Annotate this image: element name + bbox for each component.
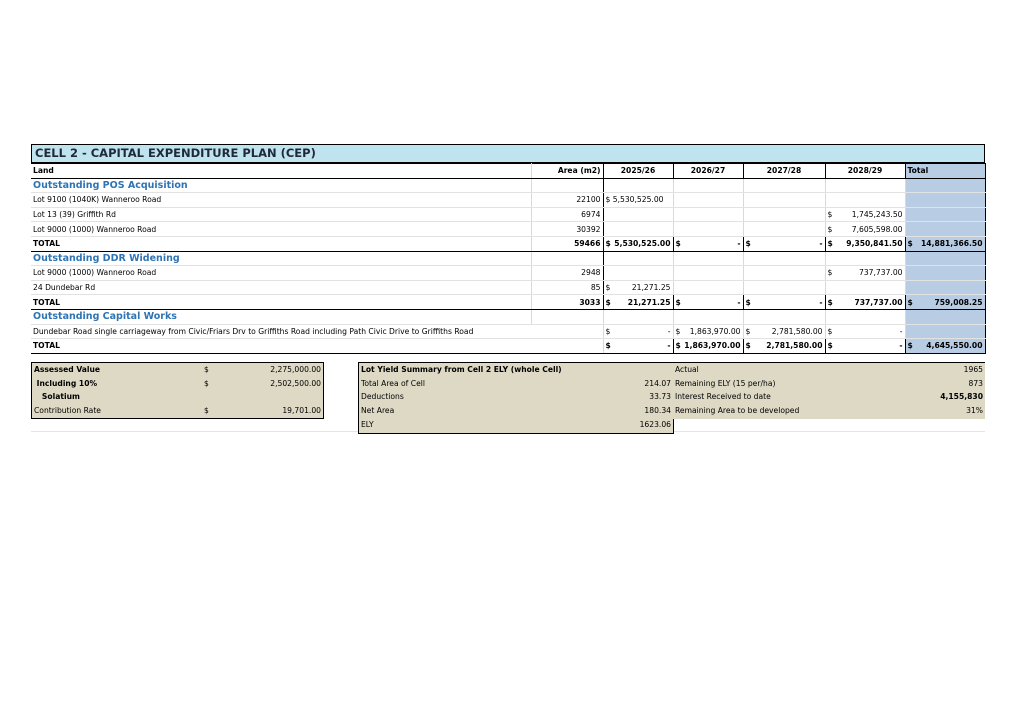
lot-yield-box	[358, 362, 674, 434]
header-2025: 2025/26	[603, 164, 673, 179]
row-2028	[825, 193, 905, 208]
total-row: TOTAL $ - $ 1,863,970.00 $ 2,781,580.00 $ - $ 4,645,550.00	[31, 339, 985, 354]
row-2025: $ 5,530,525.00	[603, 193, 673, 208]
list-item: Net Area 180.34	[361, 406, 671, 416]
cep-sheet	[31, 144, 985, 354]
list-item: Deductions 33.73	[361, 392, 671, 402]
row-area: 85	[531, 280, 603, 295]
list-item: ELY 1623.06	[361, 419, 671, 429]
row-2028: $ 737,737.00	[825, 266, 905, 281]
header-area: Area (m2)	[531, 164, 603, 179]
row-2026: $ 1,863,970.00	[673, 324, 743, 339]
row-2025: $ 21,271.25	[603, 280, 673, 295]
row-label: Lot 9000 (1000) Wanneroo Road	[31, 266, 531, 281]
list-item: Actual 1965	[675, 365, 983, 375]
table-row	[31, 280, 985, 295]
header-total: Total	[905, 164, 985, 179]
total-area: 59466	[531, 236, 603, 251]
row-2027: $ 2,781,580.00	[743, 324, 825, 339]
total-row: TOTAL 3033 $ 21,271.25 $ - $ - $ 737,737.00 $ 759,008.25	[31, 295, 985, 310]
row-area: 30392	[531, 222, 603, 237]
section-title: Outstanding Capital Works	[31, 309, 531, 324]
table-row	[31, 324, 985, 339]
total-label: TOTAL	[31, 339, 603, 354]
cep-table	[31, 163, 986, 354]
row-area: 22100	[531, 193, 603, 208]
sheet-title: CELL 2 - CAPITAL EXPENDITURE PLAN (CEP)	[31, 144, 985, 163]
row-2028: $ 1,745,243.50	[825, 207, 905, 222]
row-label: Lot 9000 (1000) Wanneroo Road	[31, 222, 531, 237]
table-row	[31, 207, 985, 222]
row-2028: $ 7,605,598.00	[825, 222, 905, 237]
list-item: Remaining Area to be developed 31%	[675, 406, 983, 416]
list-item: Total Area of Cell 214.07	[361, 378, 671, 388]
section-row	[31, 178, 985, 193]
row-label: 24 Dundebar Rd	[31, 280, 531, 295]
row-label: Lot 13 (39) Griffith Rd	[31, 207, 531, 222]
header-2026: 2026/27	[673, 164, 743, 179]
row-area: 2948	[531, 266, 603, 281]
assessed-value-box	[31, 362, 324, 419]
section-row	[31, 309, 985, 324]
total-area: 3033	[531, 295, 603, 310]
section-title: Outstanding POS Acquisition	[31, 178, 531, 193]
header-row	[31, 164, 985, 179]
list-item: Including 10% $ 2,502,500.00	[34, 378, 321, 388]
list-item: Lot Yield Summary from Cell 2 ELY (whole Cell)	[361, 365, 562, 375]
total-label: TOTAL	[31, 236, 531, 251]
table-row	[31, 266, 985, 281]
list-item: Contribution Rate $ 19,701.00	[34, 406, 321, 416]
section-row	[31, 251, 985, 266]
summary-area	[31, 362, 985, 434]
header-2028: 2028/29	[825, 164, 905, 179]
list-item: Remaining ELY (15 per/ha) 873	[675, 378, 983, 388]
header-2027: 2027/28	[743, 164, 825, 179]
list-item: Interest Received to date 4,155,830	[675, 392, 983, 402]
actual-box	[673, 362, 985, 419]
total-label: TOTAL	[31, 295, 531, 310]
list-item: Solatium	[34, 392, 80, 402]
header-land: Land	[31, 164, 531, 179]
row-2028: $ -	[825, 324, 905, 339]
row-area: 6974	[531, 207, 603, 222]
list-item: Assessed Value $ 2,275,000.00	[34, 365, 321, 375]
table-row	[31, 193, 985, 208]
table-row	[31, 222, 985, 237]
row-label: Lot 9100 (1040K) Wanneroo Road	[31, 193, 531, 208]
total-row: TOTAL 59466 $ 5,530,525.00 $ - $ - $ 9,350,841.50 $ 14,881,366.50	[31, 236, 985, 251]
row-label: Dundebar Road single carriageway from Civic/Friars Drv to Griffiths Road including Path Civic Drive to Griffiths Road	[31, 324, 603, 339]
section-title: Outstanding DDR Widening	[31, 251, 531, 266]
row-2025: $ -	[603, 324, 673, 339]
